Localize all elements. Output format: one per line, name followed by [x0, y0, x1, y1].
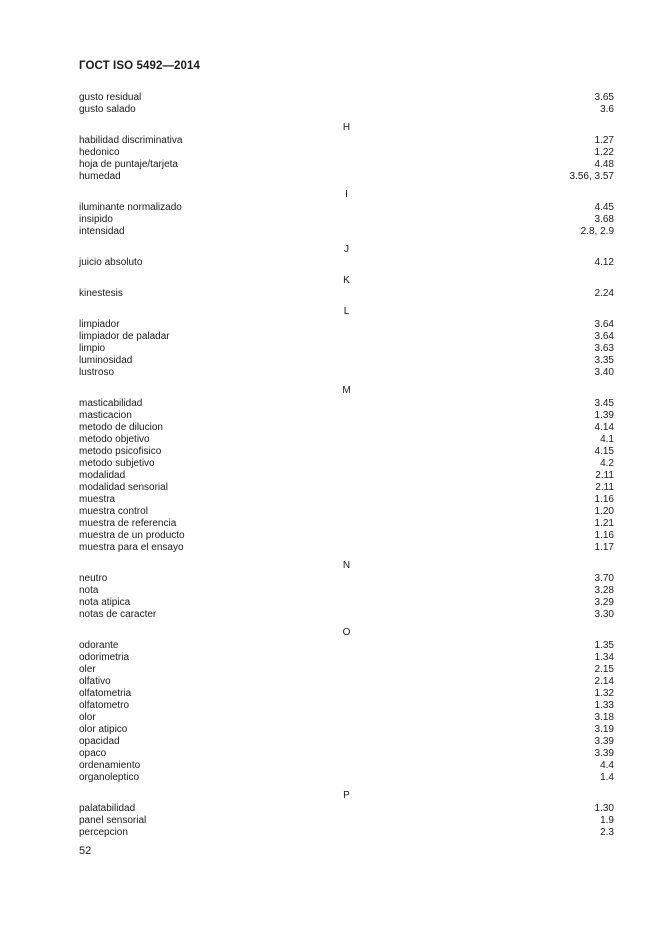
- entry-term: intensidad: [79, 226, 125, 237]
- entry-reference: 2.24: [594, 288, 614, 299]
- entry-term: lustroso: [79, 367, 115, 378]
- index-entry: [79, 446, 614, 458]
- entry-term: gusto salado: [79, 104, 136, 115]
- entry-reference: 3.45: [594, 398, 614, 409]
- entry-reference: 3.18: [594, 712, 614, 723]
- entry-reference: 2.3: [600, 827, 614, 838]
- index-entry: [79, 506, 614, 518]
- entry-reference: 4.2: [600, 458, 614, 469]
- entry-term: olfatometro: [79, 700, 130, 711]
- section-letter: K: [343, 275, 350, 286]
- index-section: [79, 189, 614, 238]
- entry-term: limpiador de paladar: [79, 331, 170, 342]
- entry-reference: 3.68: [594, 214, 614, 225]
- entry-term: masticabilidad: [79, 398, 143, 409]
- index-entry: [79, 343, 614, 355]
- entry-reference: 2.11: [595, 482, 614, 493]
- entry-reference: 1.32: [594, 688, 614, 699]
- index-entry: [79, 530, 614, 542]
- entry-reference: 4.12: [594, 257, 614, 268]
- section-letter: M: [342, 385, 351, 396]
- entry-reference: 1.21: [594, 518, 614, 529]
- entry-reference: 1.33: [594, 700, 614, 711]
- page-number: 52: [79, 845, 92, 857]
- entry-term: modalidad: [79, 470, 126, 481]
- index-entry: [79, 171, 614, 183]
- index-entry: [79, 700, 614, 712]
- entry-term: habilidad discriminativa: [79, 135, 183, 146]
- section-letter: N: [342, 560, 351, 571]
- index-entry: [79, 664, 614, 676]
- entry-term: hedonico: [79, 147, 120, 158]
- index-entry: [79, 398, 614, 410]
- index-entry: [79, 597, 614, 609]
- entry-reference: 1.35: [594, 640, 614, 651]
- entry-term: nota: [79, 585, 99, 596]
- entry-reference: 1.22: [594, 147, 614, 158]
- entry-term: muestra control: [79, 506, 148, 517]
- entry-reference: 1.16: [594, 530, 614, 541]
- entry-term: iluminante normalizado: [79, 202, 182, 213]
- entry-reference: 4.48: [594, 159, 614, 170]
- index-entry: [79, 410, 614, 422]
- index-entry: [79, 92, 614, 104]
- index-entry: [79, 712, 614, 724]
- section-letter: J: [344, 244, 349, 255]
- entry-reference: 1.27: [594, 135, 614, 146]
- index-entry: [79, 434, 614, 446]
- entry-reference: 2.15: [594, 664, 614, 675]
- document-header: ГОСТ ISO 5492—2014: [79, 60, 201, 72]
- index-entry: [79, 736, 614, 748]
- entry-term: luminosidad: [79, 355, 133, 366]
- entry-term: limpiador: [79, 319, 120, 330]
- entry-term: muestra de referencia: [79, 518, 177, 529]
- index-section: [79, 122, 614, 183]
- index-entry: [79, 214, 614, 226]
- entry-reference: 2.11: [595, 470, 614, 481]
- entry-reference: 3.39: [594, 736, 614, 747]
- index-entry: [79, 159, 614, 171]
- entry-term: juicio absoluto: [79, 257, 143, 268]
- entry-term: humedad: [79, 171, 121, 182]
- index-entry: [79, 609, 614, 621]
- index-entry: [79, 135, 614, 147]
- entry-reference: 3.28: [594, 585, 614, 596]
- entry-reference: 3.63: [594, 343, 614, 354]
- index-section: [79, 306, 614, 379]
- index-entry: [79, 147, 614, 159]
- entry-reference: 3.64: [594, 319, 614, 330]
- entry-term: olor: [79, 712, 96, 723]
- entry-reference: 1.9: [600, 815, 614, 826]
- entry-term: limpio: [79, 343, 106, 354]
- index-section: [79, 560, 614, 621]
- index-entry: [79, 688, 614, 700]
- index-entry: [79, 319, 614, 331]
- entry-term: nota atipica: [79, 597, 131, 608]
- index-entry: [79, 422, 614, 434]
- entry-term: modalidad sensorial: [79, 482, 168, 493]
- entry-reference: 3.70: [594, 573, 614, 584]
- index-entry: [79, 226, 614, 238]
- entry-term: muestra de un producto: [79, 530, 185, 541]
- section-letter: I: [345, 189, 348, 200]
- index-entry: [79, 355, 614, 367]
- entry-reference: 3.6: [600, 104, 614, 115]
- index-entry: [79, 331, 614, 343]
- entry-term: metodo de dilucion: [79, 422, 163, 433]
- entry-reference: 3.40: [594, 367, 614, 378]
- entry-reference: 4.45: [594, 202, 614, 213]
- entry-reference: 3.30: [594, 609, 614, 620]
- index-section: [79, 627, 614, 784]
- entry-term: percepcion: [79, 827, 128, 838]
- index-entry: [79, 676, 614, 688]
- index-entry: [79, 367, 614, 379]
- entry-reference: 2.8, 2.9: [580, 226, 614, 237]
- index-entry: [79, 458, 614, 470]
- index-entry: [79, 827, 614, 839]
- index-entry: [79, 470, 614, 482]
- entry-term: notas de caracter: [79, 609, 157, 620]
- index-entry: [79, 772, 614, 784]
- entry-term: organoleptico: [79, 772, 140, 783]
- entry-term: opaco: [79, 748, 107, 759]
- entry-term: palatabilidad: [79, 803, 136, 814]
- entry-term: neutro: [79, 573, 108, 584]
- entry-reference: 3.19: [594, 724, 614, 735]
- index-entry: [79, 573, 614, 585]
- index-entry: [79, 724, 614, 736]
- index-entry: [79, 202, 614, 214]
- index-section: [79, 275, 614, 300]
- entry-term: metodo psicofisico: [79, 446, 162, 457]
- entry-term: odorimetria: [79, 652, 130, 663]
- entry-reference: 2.14: [594, 676, 614, 687]
- entry-reference: 1.39: [594, 410, 614, 421]
- entry-reference: 1.34: [594, 652, 614, 663]
- entry-reference: 1.20: [594, 506, 614, 517]
- index-section: [79, 385, 614, 554]
- entry-term: masticacion: [79, 410, 132, 421]
- index-entry: [79, 640, 614, 652]
- entry-term: panel sensorial: [79, 815, 147, 826]
- index-entry: [79, 585, 614, 597]
- entry-reference: 3.29: [594, 597, 614, 608]
- index-entry: [79, 518, 614, 530]
- entry-reference: 1.17: [594, 542, 614, 553]
- index-entry: [79, 288, 614, 300]
- index-entry: [79, 803, 614, 815]
- entry-term: muestra para el ensayo: [79, 542, 184, 553]
- entry-term: olfatometria: [79, 688, 132, 699]
- section-letter: H: [342, 122, 351, 133]
- entry-term: insipido: [79, 214, 113, 225]
- entry-term: kinestesis: [79, 288, 123, 299]
- index-entry: [79, 760, 614, 772]
- section-letter: L: [343, 306, 350, 317]
- entry-term: metodo objetivo: [79, 434, 150, 445]
- entry-reference: 4.4: [600, 760, 614, 771]
- index-entry: [79, 748, 614, 760]
- entry-term: muestra: [79, 494, 116, 505]
- index-section: [79, 244, 614, 269]
- index-entry: [79, 257, 614, 269]
- index-entry: [79, 815, 614, 827]
- entry-reference: 3.39: [594, 748, 614, 759]
- entry-reference: 3.65: [594, 92, 614, 103]
- entry-reference: 1.4: [600, 772, 614, 783]
- entry-reference: 4.15: [594, 446, 614, 457]
- entry-reference: 4.1: [600, 434, 614, 445]
- entry-term: opacidad: [79, 736, 120, 747]
- entry-reference: 1.30: [594, 803, 614, 814]
- entry-term: metodo subjetivo: [79, 458, 155, 469]
- section-letter: O: [342, 627, 351, 638]
- entry-term: gusto residual: [79, 92, 142, 103]
- index-entry: [79, 104, 614, 116]
- index-entry: [79, 494, 614, 506]
- entry-reference: 1.16: [594, 494, 614, 505]
- entry-reference: 3.64: [594, 331, 614, 342]
- entry-term: ordenamiento: [79, 760, 141, 771]
- index-entry: [79, 652, 614, 664]
- entry-term: olfativo: [79, 676, 111, 687]
- entry-reference: 4.14: [594, 422, 614, 433]
- entry-term: olor atipico: [79, 724, 128, 735]
- entry-reference: 3.35: [594, 355, 614, 366]
- entry-term: hoja de puntaje/tarjeta: [79, 159, 178, 170]
- entry-term: odorante: [79, 640, 119, 651]
- index-section: [79, 92, 614, 116]
- alphabetical-index: [79, 92, 614, 839]
- index-entry: [79, 542, 614, 554]
- entry-reference: 3.56, 3.57: [569, 171, 614, 182]
- index-section: [79, 790, 614, 839]
- index-entry: [79, 482, 614, 494]
- entry-term: oler: [79, 664, 96, 675]
- section-letter: P: [343, 790, 350, 801]
